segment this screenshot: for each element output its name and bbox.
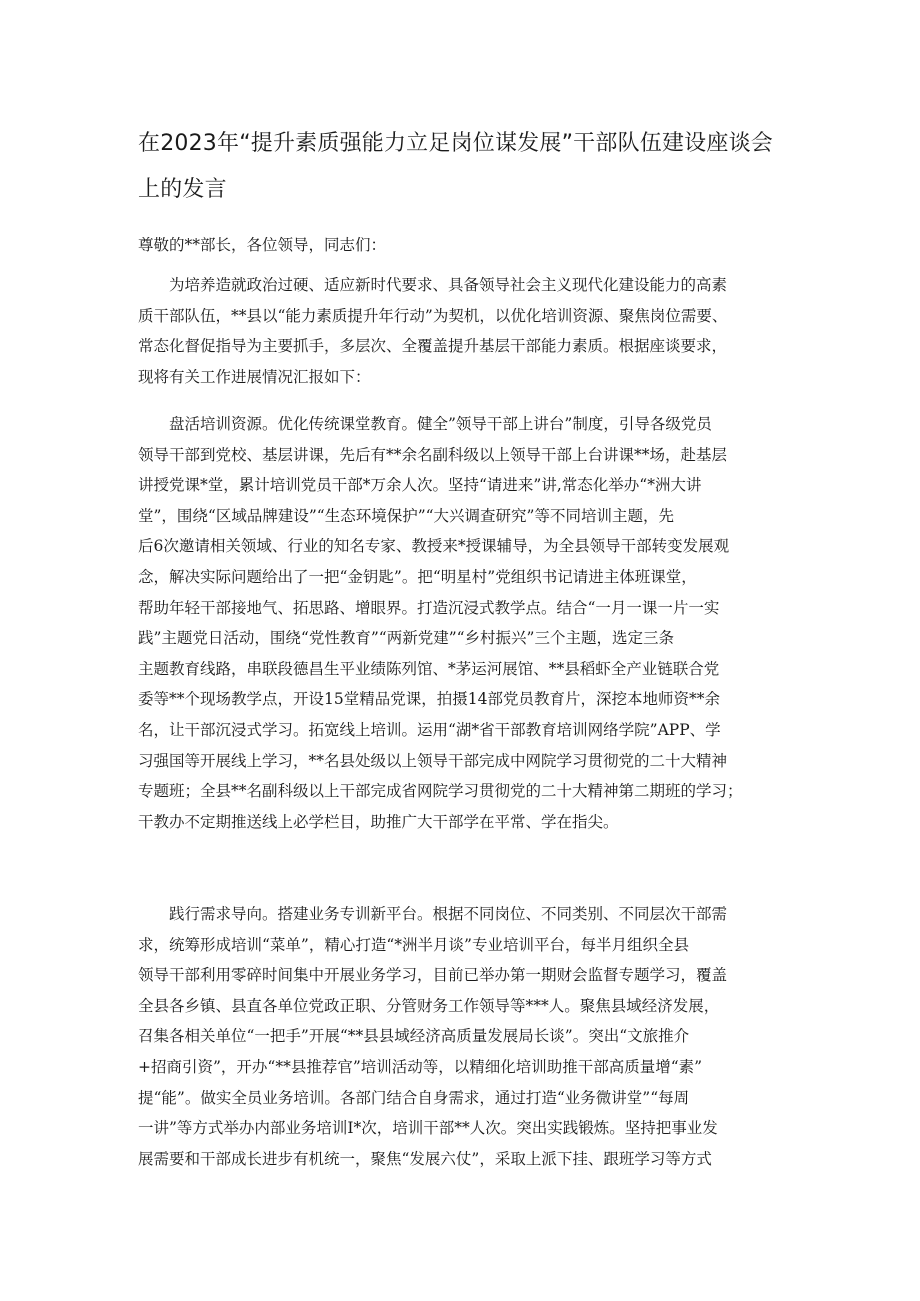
text-line: 盘活培训资源。优化传统课堂教育。健全”领导干部上讲台”制度，引导各级党员 [138, 415, 712, 433]
text-line: 习强国等开展线上学习，**名县处级以上领导干部完成中网院学习贯彻党的二十大精神 [138, 751, 728, 770]
text-line: 现将有关工作进展情况汇报如下： [138, 367, 371, 386]
text-line: 为培养造就政治过硬、适应新时代要求、具备领导社会主义现代化建设能力的高素 [138, 276, 728, 294]
text-line: 后6次邀请相关领域、行业的知名专家、教授来*授课辅导，为全县领导干部转变发展观 [138, 537, 730, 556]
title-line: 在2023年“提升素质强能力立足岗位谋发展”干部队伍建设座谈会 [138, 131, 773, 156]
text-line: 践”主题党日活动，围绕“党性教育”“两新党建”“乡村振兴”三个主题，选定三条 [138, 629, 674, 648]
text-line: 讲授党课*堂，累计培训党员干部*万余人次。坚持“请进来”讲,常态化举办“*洲大讲 [138, 476, 702, 495]
paragraph-intro [138, 270, 793, 392]
text-line: 领导干部到党校、基层讲课，先后有**余名副科级以上领导干部上台讲课**场，赴基层 [138, 445, 728, 464]
text-line: 堂”，围绕“区域品牌建设”“生态环境保护”“大兴调查研究”等不同培训主题，先 [138, 506, 674, 525]
text-line: 帮助年轻干部接地气、拓思路、增眼界。打造沉浸式教学点。结合“一月一课一片一实 [138, 598, 720, 617]
text-line: 委等**个现场教学点，开设15堂精品党课，拍摄14部党员教育片，深挖本地师资**余 [138, 690, 720, 709]
text-line: 领导干部利用零碎时间集中开展业务学习，目前已举办第一期财会监督专题学习，覆盖 [138, 966, 728, 985]
text-line: 一讲”等方式举办内部业务培训I*次，培训干部**人次。突出实践锻炼。坚持把事业发 [138, 1119, 718, 1138]
title-line: 上的发言 [138, 177, 227, 202]
text-line: 名，让干部沉浸式学习。拓宽线上培训。运用“湖*省干部教育培训网络学院”APP、学 [138, 720, 721, 739]
text-line: 践行需求导向。搭建业务专训新平台。根据不同岗位、不同类别、不同层次干部需 [138, 905, 728, 923]
text-line: 展需要和干部成长进步有机统一，聚焦“发展六仗”，采取上派下挂、跟班学习等方式 [138, 1149, 712, 1168]
salutation: 尊敬的**部长，各位领导，同志们： [138, 236, 387, 254]
paragraph-demand-orientation [138, 899, 793, 1174]
text-line: 干教办不定期推送线上必学栏目，助推广大干部学在平常、学在指尖。 [138, 812, 619, 831]
text-line: 主题教育线路，串联段德昌生平业绩陈列馆、*茅运河展馆、**县稻虾全产业链联合党 [138, 659, 720, 678]
paragraph-training-resources [138, 409, 793, 837]
text-line: +招商引资”，开办“**县推荐官”培训活动等，以精细化培训助推干部高质量增“素” [138, 1057, 703, 1076]
text-line: 召集各相关单位“一把手”开展“**县县域经济高质量发展局长谈”。突出“文旅推介 [138, 1027, 690, 1046]
text-line: 念，解决实际问题给出了一把“金钥匙”。把“明星村”党组织书记请进主体班课堂， [138, 567, 697, 586]
text-line: 全县各乡镇、县直各单位党政正职、分管财务工作领导等***人。聚焦县域经济发展， [138, 996, 720, 1015]
document-title [138, 121, 788, 213]
text-line: 质干部队伍，**县以“能力素质提升年行动”为契机，以优化培训资源、聚焦岗位需要、 [138, 306, 728, 325]
text-line: 常态化督促指导为主要抓手，多层次、全覆盖提升基层干部能力素质。根据座谈要求， [138, 337, 728, 356]
text-line: 求，统筹形成培训“菜单”，精心打造“*洲半月谈”专业培训平台，每半月组织全县 [138, 935, 689, 954]
text-line: 提“能”。做实全员业务培训。各部门结合自身需求，通过打造“业务微讲堂”“每周 [138, 1088, 690, 1107]
text-line: 专题班；全县**名副科级以上干部完成省网院学习贯彻党的二十大精神第二期班的学习； [138, 782, 743, 801]
